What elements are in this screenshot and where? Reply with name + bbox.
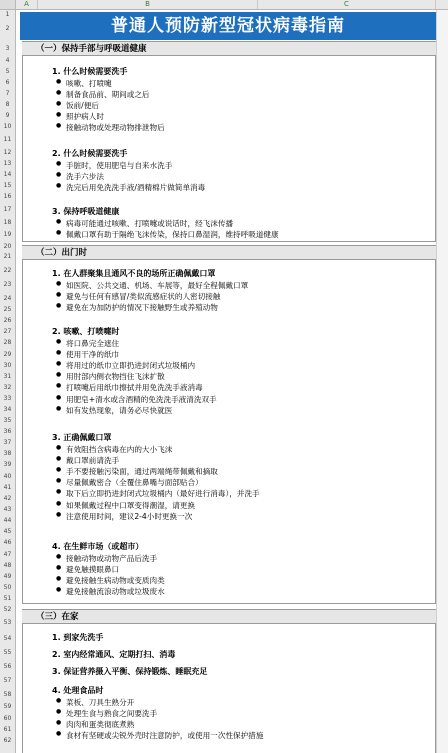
row-number[interactable]: 15 bbox=[3, 182, 12, 189]
row-number[interactable]: 62 bbox=[3, 737, 12, 744]
row-number[interactable]: 27 bbox=[3, 328, 12, 335]
bullet-item: ● 菜板、刀具生熟分开 bbox=[66, 697, 134, 708]
row-number[interactable]: 8 bbox=[5, 101, 10, 108]
row-number[interactable]: 53 bbox=[3, 619, 12, 626]
row-number[interactable]: 42 bbox=[3, 495, 12, 502]
bullet-item: ● 注意使用时间，建议2-4小时更换一次 bbox=[66, 511, 192, 522]
row-number[interactable]: 26 bbox=[3, 317, 12, 324]
row-number[interactable]: 29 bbox=[3, 351, 12, 358]
row-number[interactable]: 16 bbox=[3, 193, 12, 200]
bullet-item: ● 将口鼻完全遮住 bbox=[66, 338, 119, 349]
row-number[interactable]: 45 bbox=[3, 528, 12, 535]
bullet-item: ● 病毒可能通过咳嗽、打喷嚏或说话时，经飞沫传播 bbox=[66, 218, 233, 229]
bullet-item: ● 用肘部内侧衣物挡住飞沫扩散 bbox=[66, 371, 165, 382]
row-number[interactable]: 40 bbox=[3, 473, 12, 480]
row-number[interactable]: 7 bbox=[5, 90, 10, 97]
section-header bbox=[22, 41, 436, 56]
row-number[interactable]: 23 bbox=[3, 281, 12, 288]
bullet-item: ● 如果佩戴过程中口罩变得潮湿，请更换 bbox=[66, 500, 195, 511]
section-label: （一）保持手部与呼吸道健康 bbox=[36, 44, 147, 54]
bullet-item: ● 咳嗽、打喷嚏 bbox=[66, 78, 112, 89]
group-heading: 4. 在生鲜市场（或超市） bbox=[52, 542, 144, 551]
group-heading: 1. 在人群聚集且通风不良的场所正确佩戴口罩 bbox=[52, 269, 216, 278]
row-number[interactable]: 46 bbox=[3, 539, 12, 546]
bullet-item: ● 戴口罩前请洗手 bbox=[66, 455, 119, 466]
row-number[interactable]: 57 bbox=[3, 677, 12, 684]
row-number[interactable]: 9 bbox=[5, 112, 10, 119]
section-header bbox=[22, 245, 436, 260]
bullet-item: ● 如有发热现象，请务必尽快就医 bbox=[66, 405, 172, 416]
bullet-item: ● 接触动物或动物产品后洗手 bbox=[66, 553, 157, 564]
row-number[interactable]: 1 bbox=[5, 11, 10, 18]
bullet-item: ● 取下后立即扔进封闭式垃圾桶内（最好进行消毒），并洗手 bbox=[66, 488, 260, 499]
group-heading: 2. 什么时候需要洗手 bbox=[52, 149, 128, 158]
row-number[interactable]: 49 bbox=[3, 573, 12, 580]
row-number[interactable]: 22 bbox=[3, 267, 12, 274]
bullet-item: ● 制备食品前、期间或之后 bbox=[66, 89, 150, 100]
bullet-item: ● 有效阻挡含病毒在内的大小飞沫 bbox=[66, 444, 172, 455]
vertical-scrollbar[interactable] bbox=[436, 10, 448, 753]
row-number[interactable]: 56 bbox=[3, 663, 12, 670]
column-header-a[interactable]: A bbox=[16, 0, 38, 9]
row-number[interactable]: 31 bbox=[3, 373, 12, 380]
row-number[interactable]: 59 bbox=[3, 703, 12, 710]
row-number[interactable]: 12 bbox=[3, 149, 12, 156]
row-number[interactable]: 2 bbox=[5, 25, 10, 32]
row-number[interactable]: 43 bbox=[3, 506, 12, 513]
bullet-item: ● 尽量佩戴密合（全覆住鼻嘴与面部贴合） bbox=[66, 477, 203, 488]
row-number[interactable]: 10 bbox=[3, 123, 12, 130]
row-number[interactable]: 54 bbox=[3, 635, 12, 642]
bullet-item: ● 避免触摸眼鼻口 bbox=[66, 564, 119, 575]
column-header-bar bbox=[0, 0, 448, 10]
group-heading: 3. 保证营养摄入平衡、保持锻炼、睡眠充足 bbox=[52, 667, 208, 676]
section-label: （二）出门时 bbox=[36, 248, 88, 258]
bullet-item: ● 避免接触流浪动物或垃圾废水 bbox=[66, 586, 165, 597]
bullet-item: ● 手不要接触污染面，通过两端绳带佩戴和摘取 bbox=[66, 466, 218, 477]
row-number[interactable]: 18 bbox=[3, 219, 12, 226]
group-heading: 1. 什么时候需要洗手 bbox=[52, 67, 128, 76]
row-number[interactable]: 24 bbox=[3, 295, 12, 302]
row-number[interactable]: 11 bbox=[3, 136, 12, 143]
bullet-item: ● 使用干净的纸巾 bbox=[66, 349, 119, 360]
row-number[interactable]: 58 bbox=[3, 691, 12, 698]
bullet-item: ● 处理生食与熟食之间要洗手 bbox=[66, 708, 157, 719]
row-number[interactable]: 25 bbox=[3, 306, 12, 313]
row-number[interactable]: 20 bbox=[3, 243, 12, 250]
row-number[interactable]: 44 bbox=[3, 517, 12, 524]
group-heading: 3. 保持呼吸道健康 bbox=[52, 207, 120, 216]
bullet-item: ● 手脏时，使用肥皂与自来水洗手 bbox=[66, 160, 172, 171]
row-number[interactable]: 21 bbox=[3, 253, 12, 260]
row-number[interactable]: 34 bbox=[3, 406, 12, 413]
group-heading: 3. 正确佩戴口罩 bbox=[52, 433, 112, 442]
bullet-item: ● 洗手六步法 bbox=[66, 171, 104, 182]
bullet-item: ● 食材有坚硬或尖锐外壳时注意防护，或使用一次性保护措施 bbox=[66, 730, 263, 741]
bullet-item: ● 洗完后用免洗洗手液/酒精棉片做简单消毒 bbox=[66, 182, 205, 193]
group-heading: 2. 咳嗽、打喷嚏时 bbox=[52, 327, 120, 336]
row-number[interactable]: 17 bbox=[3, 206, 12, 213]
row-number[interactable]: 50 bbox=[3, 584, 12, 591]
row-number[interactable]: 60 bbox=[3, 715, 12, 722]
select-all-corner[interactable] bbox=[0, 0, 16, 9]
row-number[interactable]: 19 bbox=[3, 231, 12, 238]
row-number[interactable]: 28 bbox=[3, 339, 12, 346]
row-number[interactable]: 6 bbox=[5, 79, 10, 86]
bullet-item: ● 如医院、公共交通、机场、车展等，最好全程佩戴口罩 bbox=[66, 280, 248, 291]
row-number[interactable]: 30 bbox=[3, 362, 12, 369]
bullet-item: ● 避免接触生病动物或变质肉类 bbox=[66, 575, 165, 586]
bullet-item: ● 将用过的纸巾立即扔进封闭式垃圾桶内 bbox=[66, 360, 195, 371]
row-number[interactable]: 38 bbox=[3, 450, 12, 457]
bullet-item: ● 饭前/便后 bbox=[66, 100, 99, 111]
bullet-item: ● 用肥皂+清水或含酒精的免洗洗手液清洗双手 bbox=[66, 394, 217, 405]
row-number[interactable]: 61 bbox=[3, 726, 12, 733]
row-number[interactable]: 32 bbox=[3, 384, 12, 391]
bullet-item: ● 打喷嚏后用纸巾擦拭并用免洗洗手液消毒 bbox=[66, 382, 203, 393]
bullet-item: ● 佩戴口罩有助于隔绝飞沫传染，保持口鼻湿润，维持呼吸道健康 bbox=[66, 229, 279, 240]
row-number[interactable]: 47 bbox=[3, 551, 12, 558]
section-header bbox=[22, 609, 436, 624]
row-number[interactable]: 35 bbox=[3, 417, 12, 424]
column-header-b[interactable]: B bbox=[38, 0, 258, 9]
column-header-c[interactable]: C bbox=[258, 0, 436, 9]
row-number[interactable]: 14 bbox=[3, 171, 12, 178]
bullet-item: ● 接触动物或处理动物排泄物后 bbox=[66, 122, 165, 133]
row-header-bar bbox=[0, 10, 16, 753]
bullet-item: ● 避免在为加防护的情况下接触野生或养殖动物 bbox=[66, 302, 218, 313]
row-number[interactable]: 51 bbox=[3, 595, 12, 602]
row-number[interactable]: 41 bbox=[3, 484, 12, 491]
group-heading: 2. 室内经常通风、定期打扫、消毒 bbox=[52, 650, 176, 659]
row-number[interactable]: 48 bbox=[3, 562, 12, 569]
row-number[interactable]: 13 bbox=[3, 160, 12, 167]
row-number[interactable]: 4 bbox=[5, 57, 10, 64]
row-number[interactable]: 52 bbox=[3, 606, 12, 613]
row-number[interactable]: 33 bbox=[3, 395, 12, 402]
row-number[interactable]: 37 bbox=[3, 439, 12, 446]
bullet-item: ● 照护病人时 bbox=[66, 111, 104, 122]
section-label: （三）在家 bbox=[36, 612, 79, 622]
group-heading: 1. 到家先洗手 bbox=[52, 633, 104, 642]
row-number[interactable]: 39 bbox=[3, 461, 12, 468]
group-heading: 4. 处理食品时 bbox=[52, 686, 104, 695]
page-title: 普通人预防新型冠状病毒指南 bbox=[20, 12, 436, 40]
row-number[interactable]: 55 bbox=[3, 649, 12, 656]
row-number[interactable]: 36 bbox=[3, 428, 12, 435]
bullet-item: ● 肉肉和蛋类彻底煮熟 bbox=[66, 719, 134, 730]
bullet-item: ● 避免与任何有感冒/类似流感症状的人密切接触 bbox=[66, 291, 220, 302]
row-number[interactable]: 5 bbox=[5, 68, 10, 75]
row-number[interactable]: 3 bbox=[5, 45, 10, 52]
